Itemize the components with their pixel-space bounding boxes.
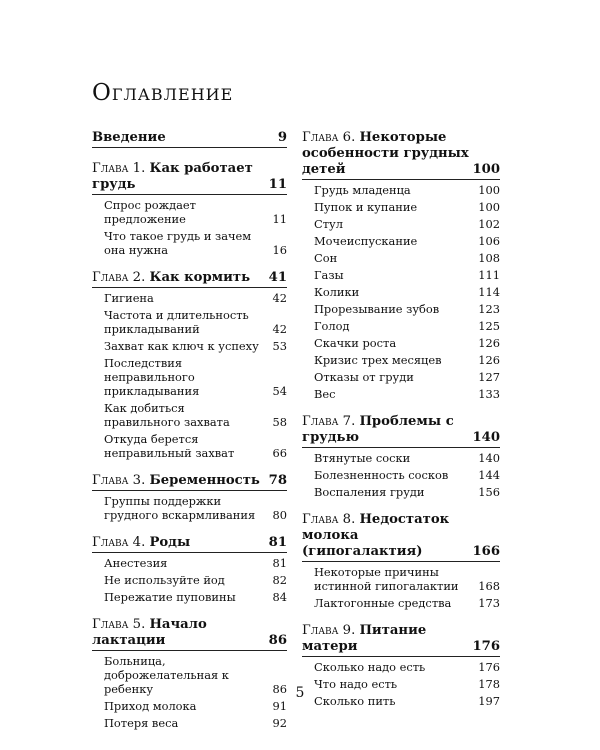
section-title: Голод — [314, 319, 350, 333]
section-page: 42 — [272, 291, 287, 305]
chapter-page: 176 — [472, 639, 500, 654]
section-title: Анестезия — [104, 556, 168, 570]
section-page: 178 — [478, 677, 500, 691]
chapter-title — [302, 512, 472, 560]
chapter-title — [92, 617, 263, 649]
chapter-page: 41 — [268, 270, 287, 285]
toc-column-left — [92, 130, 287, 743]
chapter-prefix: Глава 6. — [302, 130, 360, 145]
section-page: 92 — [272, 716, 287, 730]
chapter-page: 100 — [472, 162, 500, 177]
chapter-prefix: Глава 2. — [92, 270, 150, 285]
chapter-title — [302, 623, 472, 655]
section-title: Пережатие пуповины — [104, 590, 236, 604]
chapter-name: Как работает грудь — [92, 161, 253, 192]
section-entry[interactable] — [92, 356, 287, 398]
section-page: 140 — [478, 451, 500, 465]
section-title: Стул — [314, 217, 343, 231]
section-page: 102 — [478, 217, 500, 231]
chapter-page: 86 — [268, 633, 287, 648]
section-page: 126 — [478, 353, 500, 367]
section-title: Мочеиспускание — [314, 234, 418, 248]
section-title: Газы — [314, 268, 344, 282]
section-entry[interactable] — [302, 468, 500, 482]
chapter-name: Недостаток молока (гипогалактия) — [302, 512, 450, 559]
section-page: 82 — [272, 573, 287, 587]
chapter-heading[interactable] — [92, 130, 287, 148]
toc-chapter — [92, 617, 287, 730]
section-title: Воспаления груди — [314, 485, 425, 499]
section-title: Последствия неправильного прикладывания — [104, 356, 200, 398]
section-entry[interactable] — [92, 432, 287, 460]
section-entry[interactable] — [92, 401, 287, 429]
section-page: 81 — [272, 556, 287, 570]
section-title: Что надо есть — [314, 677, 398, 691]
chapter-prefix: Глава 9. — [302, 623, 360, 638]
section-page: 176 — [478, 660, 500, 674]
chapter-title — [92, 535, 263, 551]
chapter-name: Беременность — [149, 473, 260, 488]
section-page: 54 — [272, 384, 287, 398]
section-page: 100 — [478, 200, 500, 214]
section-entry[interactable] — [92, 716, 287, 730]
page-title: Оглавление — [92, 80, 234, 106]
section-title: Вес — [314, 387, 336, 401]
section-title: Откуда берется неправильный захват — [104, 432, 235, 460]
chapter-title — [92, 161, 263, 193]
chapter-title — [92, 130, 263, 146]
section-entry[interactable] — [302, 234, 500, 248]
section-title: Втянутые соски — [314, 451, 411, 465]
section-title: Не используйте йод — [104, 573, 225, 587]
chapter-title — [92, 270, 263, 286]
chapter-heading[interactable] — [302, 623, 500, 657]
section-title: Лактогонные средства — [314, 596, 452, 610]
section-page: 114 — [478, 285, 500, 299]
chapter-prefix: Глава 4. — [92, 535, 150, 550]
toc-chapter — [302, 130, 500, 401]
chapter-name: Роды — [149, 535, 191, 550]
chapter-page: 81 — [268, 535, 287, 550]
section-page: 168 — [478, 579, 500, 593]
chapter-title — [92, 473, 263, 489]
section-title: Как добиться правильного захвата — [104, 401, 230, 429]
section-entry[interactable] — [302, 596, 500, 610]
section-title: Прорезывание зубов — [314, 302, 440, 316]
section-title: Спрос рождает предложение — [104, 198, 196, 226]
chapter-title — [302, 130, 472, 178]
section-title: Что такое грудь и зачем она нужна — [104, 229, 252, 257]
toc-chapter — [92, 130, 287, 148]
section-page: 126 — [478, 336, 500, 350]
section-title: Больница, доброжелательная к ребенку — [104, 654, 229, 696]
chapter-prefix: Глава 3. — [92, 473, 150, 488]
section-entry[interactable] — [92, 494, 287, 522]
section-title: Сколько надо есть — [314, 660, 426, 674]
section-entry[interactable] — [92, 291, 287, 305]
chapter-heading[interactable] — [92, 617, 287, 651]
section-page: 86 — [272, 682, 287, 696]
section-title: Сколько пить — [314, 694, 396, 708]
chapter-prefix: Глава 7. — [302, 414, 360, 429]
section-title: Приход молока — [104, 699, 197, 713]
section-page: 80 — [272, 508, 287, 522]
section-title: Отказы от груди — [314, 370, 414, 384]
section-title: Скачки роста — [314, 336, 397, 350]
section-entry[interactable] — [302, 353, 500, 367]
section-title: Сон — [314, 251, 338, 265]
section-entry[interactable] — [92, 198, 287, 226]
section-entry[interactable] — [302, 251, 500, 265]
section-entry[interactable] — [302, 485, 500, 499]
toc-chapter — [92, 270, 287, 460]
chapter-prefix: Глава 5. — [92, 617, 150, 632]
section-entry[interactable] — [302, 451, 500, 465]
section-page: 16 — [272, 243, 287, 257]
toc-chapter — [302, 414, 500, 499]
section-page: 197 — [478, 694, 500, 708]
section-entry[interactable] — [302, 565, 500, 593]
chapter-name: Введение — [92, 130, 166, 145]
section-page: 100 — [478, 183, 500, 197]
chapter-name: Проблемы с грудью — [302, 414, 454, 445]
chapter-page: 78 — [268, 473, 287, 488]
section-entry[interactable] — [92, 229, 287, 257]
section-page: 127 — [478, 370, 500, 384]
section-entry[interactable] — [302, 183, 500, 197]
section-page: 58 — [272, 415, 287, 429]
chapter-name: Питание матери — [302, 623, 427, 654]
section-title: Некоторые причины истинной гипогалактии — [314, 565, 459, 593]
section-entry[interactable] — [92, 573, 287, 587]
section-entry[interactable] — [92, 699, 287, 713]
section-entry[interactable] — [302, 285, 500, 299]
toc-chapter — [302, 512, 500, 610]
section-page: 125 — [478, 319, 500, 333]
section-entry[interactable] — [92, 308, 287, 336]
chapter-page: 9 — [277, 130, 287, 145]
toc-chapter — [92, 535, 287, 604]
section-title: Группы поддержки грудного вскармливания — [104, 494, 256, 522]
section-page: 84 — [272, 590, 287, 604]
section-title: Болезненность сосков — [314, 468, 449, 482]
section-page: 123 — [478, 302, 500, 316]
chapter-heading[interactable] — [92, 535, 287, 553]
toc-chapter — [92, 473, 287, 522]
chapter-name: Некоторые особенности грудных детей — [302, 130, 469, 177]
chapter-name: Как кормить — [149, 270, 251, 285]
chapter-heading[interactable] — [302, 414, 500, 448]
section-page: 173 — [478, 596, 500, 610]
section-entry[interactable] — [302, 302, 500, 316]
section-title: Пупок и купание — [314, 200, 418, 214]
section-page: 53 — [272, 339, 287, 353]
section-page: 106 — [478, 234, 500, 248]
chapter-title — [302, 414, 472, 446]
section-page: 11 — [272, 212, 287, 226]
section-page: 108 — [478, 251, 500, 265]
section-page: 66 — [272, 446, 287, 460]
section-entry[interactable] — [302, 387, 500, 401]
section-title: Захват как ключ к успеху — [104, 339, 259, 353]
section-entry[interactable] — [302, 200, 500, 214]
chapter-heading[interactable] — [92, 161, 287, 195]
chapter-page: 140 — [472, 430, 500, 445]
chapter-heading[interactable] — [302, 130, 500, 180]
section-entry[interactable] — [302, 319, 500, 333]
chapter-prefix: Глава 1. — [92, 161, 150, 176]
section-page: 91 — [272, 699, 287, 713]
section-title: Кризис трех месяцев — [314, 353, 442, 367]
section-entry[interactable] — [302, 268, 500, 282]
section-entry[interactable] — [302, 217, 500, 231]
section-page: 156 — [478, 485, 500, 499]
section-title: Колики — [314, 285, 360, 299]
chapter-page: 11 — [268, 177, 287, 192]
toc-chapter — [92, 161, 287, 257]
section-title: Грудь младенца — [314, 183, 411, 197]
chapter-heading[interactable] — [302, 512, 500, 562]
section-entry[interactable] — [302, 370, 500, 384]
section-page: 133 — [478, 387, 500, 401]
chapter-prefix: Глава 8. — [302, 512, 360, 527]
page-number: 5 — [295, 685, 305, 701]
section-entry[interactable] — [302, 336, 500, 350]
section-title: Частота и длительность прикладываний — [104, 308, 249, 336]
section-title: Гигиена — [104, 291, 154, 305]
section-page: 111 — [478, 268, 500, 282]
section-entry[interactable] — [92, 339, 287, 353]
chapter-heading[interactable] — [92, 473, 287, 491]
section-entry[interactable] — [92, 590, 287, 604]
section-page: 42 — [272, 322, 287, 336]
section-entry[interactable] — [302, 660, 500, 674]
chapter-heading[interactable] — [92, 270, 287, 288]
section-entry[interactable] — [92, 556, 287, 570]
toc-column-right — [302, 130, 500, 721]
section-title: Потеря веса — [104, 716, 179, 730]
section-page: 144 — [478, 468, 500, 482]
chapter-name: Начало лактации — [92, 617, 207, 648]
chapter-page: 166 — [472, 544, 500, 559]
